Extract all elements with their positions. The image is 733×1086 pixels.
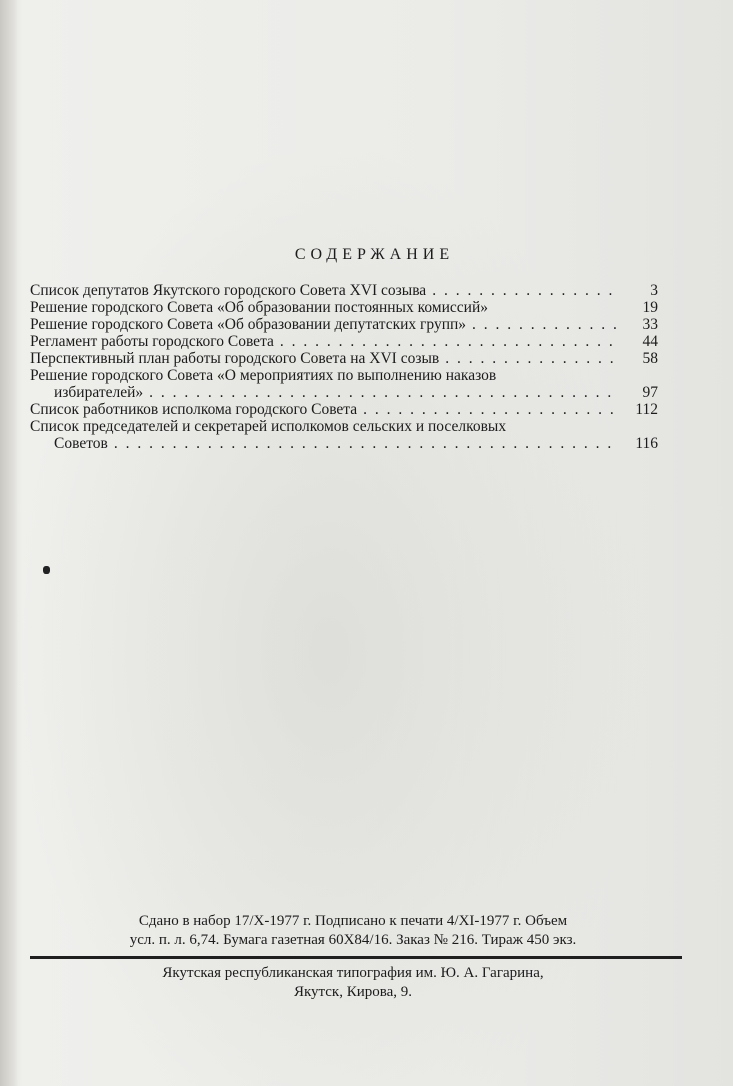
toc-entry (30, 384, 658, 401)
toc-entry-page: 58 (642, 350, 658, 367)
toc-entry (30, 350, 658, 367)
divider-rule (30, 956, 682, 959)
toc-entry-text: Решение городского Совета «Об образовании депутатских групп» (30, 316, 467, 333)
toc-entry (30, 316, 658, 333)
toc-entry-text: Регламент работы городского Совета (30, 333, 274, 350)
imprint-line: Сдано в набор 17/X-1977 г. Подписано к печати 4/XI-1977 г. Объем (138, 913, 568, 929)
toc-leader-dots (274, 333, 620, 350)
toc-entry (30, 299, 658, 316)
toc-entry-text: Перспективный план работы городского Совета на XVI созыв (30, 350, 440, 367)
toc-leader-dots (439, 350, 620, 367)
toc-entry-page: 116 (635, 435, 658, 452)
toc-entry-text: Список работников исполкома городского Совета (30, 401, 358, 418)
toc-entry-text-line1: Список председателей и секретарей исполкомов сельских и поселковых (30, 418, 507, 435)
printer-info (28, 964, 678, 1002)
toc-entry (30, 401, 658, 418)
toc-entry-text-line1: Решение городского Совета «О мероприятиях по выполнению наказов (30, 367, 497, 384)
printer-line: Якутск, Кирова, 9. (293, 984, 413, 1000)
toc-entry-page: 112 (635, 401, 658, 418)
toc-entry-text-line2: Советов (54, 435, 108, 452)
toc-entry-page: 97 (642, 384, 658, 401)
toc-entry-page: 19 (642, 299, 658, 316)
toc-entry-text: Решение городского Совета «Об образовании постоянных комиссий» (30, 299, 488, 316)
toc-entry-page: 44 (642, 333, 658, 350)
toc-entry-page: 33 (642, 316, 658, 333)
toc-entry (30, 435, 658, 452)
toc-leader-dots (108, 435, 620, 452)
toc-entry-page: 3 (650, 282, 658, 299)
toc-leader-dots (466, 316, 620, 333)
printer-line: Якутская республиканская типография им. Ю. А. Гагарина, (162, 965, 544, 981)
toc-title: СОДЕРЖАНИЕ (294, 246, 455, 263)
toc-entry (30, 333, 658, 350)
toc-leader-dots (143, 384, 620, 401)
page-edge-shadow (0, 0, 18, 1086)
toc-entry (30, 282, 658, 299)
imprint (28, 912, 678, 950)
ink-spot (43, 566, 50, 574)
toc-entry-text: Список депутатов Якутского городского Совета XVI созыва (30, 282, 427, 299)
toc-leader-dots (426, 282, 620, 299)
toc-entry-text-line2: избирателей» (54, 384, 144, 401)
toc-leader-dots (357, 401, 620, 418)
imprint-line: усл. п. л. 6,74. Бумага газетная 60X84/16. Заказ № 216. Тираж 450 экз. (129, 932, 577, 948)
table-of-contents (30, 282, 658, 452)
